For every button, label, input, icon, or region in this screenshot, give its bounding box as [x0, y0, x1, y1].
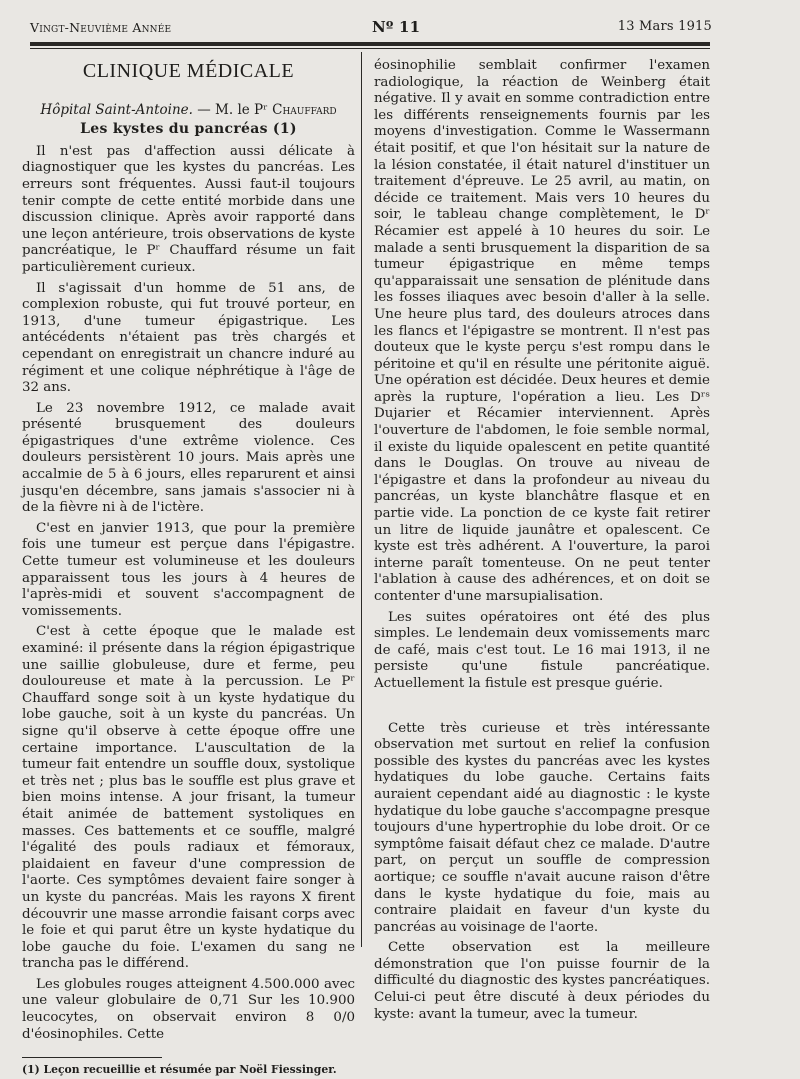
right-paragraph-1: éosinophilie semblait confirmer l'examen radiologique, la réaction de Weinberg était négative. Il y avait en somme contradiction entre les différents renseignements fournis par les moyens d'investigation. Comme le Wassermann était positif, et que l'on hésitait sur la nature de la lésion constatée, il était naturel d'instituer un traitement d'épreuve. Le 25 avril, au matin, on décide ce traitement. Mais vers 10 heures du soir, le tableau change complètement, le Dʳ Récamier est appelé à 10 heures du soir. Le malade a senti brusquement la disparition de sa tumeur épigastrique en même temps qu'apparaissait une sensation de plénitude dans les fosses iliaques avec besoin d'aller à la selle. Une heure plus tard, des douleurs atroces dans les flancs et l'épigastre se montrent. Il n'est pas douteux que le kyste perçu s'est rompu dans le péritoine et qu'il en résulte une péritonite aiguë. Une opération est décidée. Deux heures et demie après la rupture, l'opération a lieu. Les Dʳˢ Dujarier et Récamier interviennent. Après l'ouverture de l'abdomen, le foie semble normal, il existe du liquide opalescent en petite quantité dans le Douglas. On trouve au niveau de l'épigastre et dans la profondeur au niveau du pancréas, un kyste blanchâtre flasque et en partie vide. La ponction de ce kyste fait retirer un litre de liquide jaunâtre et opalescent. Ce kyste est très adhérent. A l'ouverture, la paroi interne paraît tomenteuse. On ne peut tenter l'ablation à cause des adhérences, et on doit se contenter d'une marsupialisation. — [374, 58, 710, 604]
right-paragraph-4: Cette observation est la meilleure démonstration que l'on puisse fournir de la difficulté du diagnostic des kystes pancréatiques. Celui-ci peut être discuté à deux périodes du kyste: avant la tumeur, avec la tumeur. — [374, 940, 710, 1022]
right-column — [374, 58, 710, 1027]
left-paragraph-3: Le 23 novembre 1912, ce malade avait présenté brusquement des douleurs épigastriques d'une extrême violence. Ces douleurs persistèrent 10 jours. Mais après une accalmie de 5 à 6 jours, elles reparurent et ainsi jusqu'en décembre, sans jamais s'associer ni à de la fièvre ni à de l'ictère. — [22, 400, 355, 516]
header-date: 13 Mars 1915 — [617, 19, 712, 34]
article-title: Les kystes du pancréas (1) — [80, 121, 297, 138]
left-column — [22, 58, 355, 1079]
header-rule-thick — [30, 42, 710, 46]
right-paragraph-3: Cette très curieuse et très intéressante observation met surtout en relief la confusion possible des kystes du pancréas avec les kystes hydatiques du lobe gauche. Certains faits auraient cependant aidé au diagnostic : le kyste hydatique du lobe gauche s'accompagne presque toujours d'une hypertrophie du lobe droit. Or ce symptôme faisait défaut chez ce malade. D'autre part, on perçut un souffle de compression aortique; ce souffle n'avait aucune raison d'être dans le kyste hydatique du foie, mais au contraire plaidait en faveur d'un kyste du pancréas au voisinage de l'aorte. — [374, 720, 710, 935]
left-paragraph-1: Il n'est pas d'affection aussi délicate à diagnostiquer que les kystes du pancréas. Les erreurs sont fréquentes. Aussi faut-il toujours tenir compte de cette entité morbide dans une discussion clinique. Après avoir rapporté dans une leçon antérieure, trois observations de kyste pancréatique, le Pʳ Chauffard résume un fait particulièrement curieux. — [22, 143, 355, 275]
hospital-line — [22, 102, 355, 119]
left-paragraph-2: Il s'agissait d'un homme de 51 ans, de complexion robuste, qui fut trouvé porteur, en 1913, d'une tumeur épigastrique. Les antécédents n'étaient pas très chargés et cependant on enregistrait un chancre induré au régiment et une colique néphrétique à l'âge de 32 ans. — [22, 280, 355, 396]
left-paragraph-5: C'est à cette époque que le malade est examiné: il présente dans la région épigastrique une saillie globuleuse, dure et ferme, peu douloureuse et mate à la percussion. Le Pʳ Chauffard songe soit à un kyste hydatique du lobe gauche, soit à un kyste du pancréas. Un signe qu'il observe à cette époque offre une certaine importance. L'auscultation de la tumeur fait entendre un souffle doux, systolique et très net ; plus bas le souffle est plus grave et bien moins intense. A jour frisant, la tumeur était animée de battement systoliques en masses. Ces battements et ce souffle, malgré l'égalité des pouls radiaux et fémoraux, plaidaient en faveur d'une compression de l'aorte. Ces symptômes devaient faire songer à un kyste du pancréas. Mais les rayons X firent découvrir une masse arrondie faisant corps avec le foie et qui parut être un kyste hydatique du lobe gauche du foie. L'examen du sang ne trancha pas le différend. — [22, 624, 355, 972]
column-divider — [361, 52, 362, 947]
author-name: Pʳ Chauffard — [254, 101, 337, 118]
section-spacer — [374, 697, 710, 721]
running-header — [30, 18, 712, 38]
hospital-dash: — M. le — [192, 101, 255, 118]
right-paragraph-2: Les suites opératoires ont été des plus simples. Le lendemain deux vomissements marc de café, mais c'est tout. Le 16 mai 1913, il ne persiste qu'une fistule pancréatique. Actuellement la fistule est presque guérie. — [374, 609, 710, 691]
hospital-name: Hôpital Saint-Antoine. — [40, 101, 193, 118]
section-title: CLINIQUE MÉDICALE — [82, 60, 295, 82]
header-rule-thin — [30, 48, 710, 49]
header-issue-number: Nº 11 — [372, 18, 421, 36]
left-paragraph-4: C'est en janvier 1913, que pour la première fois une tumeur est perçue dans l'épigastre. Cette tumeur est volumineuse et les douleurs apparaissent tous les jours à 4 heures de l'après-midi et souvent s'accompagnent de vomissements. — [22, 520, 355, 619]
left-paragraph-6: Les globules rouges atteignent 4.500.000 avec une valeur globulaire de 0,71 Sur les 10.900 leucocytes, on observait environ 8 0/0 d'éosinophiles. Cette — [22, 976, 355, 1042]
footnote: (1) Leçon recueillie et résumée par Noël Fiessinger. — [22, 1063, 337, 1077]
header-year: Vingt-Neuvième Année — [30, 20, 172, 35]
footnote-rule — [22, 1057, 162, 1058]
